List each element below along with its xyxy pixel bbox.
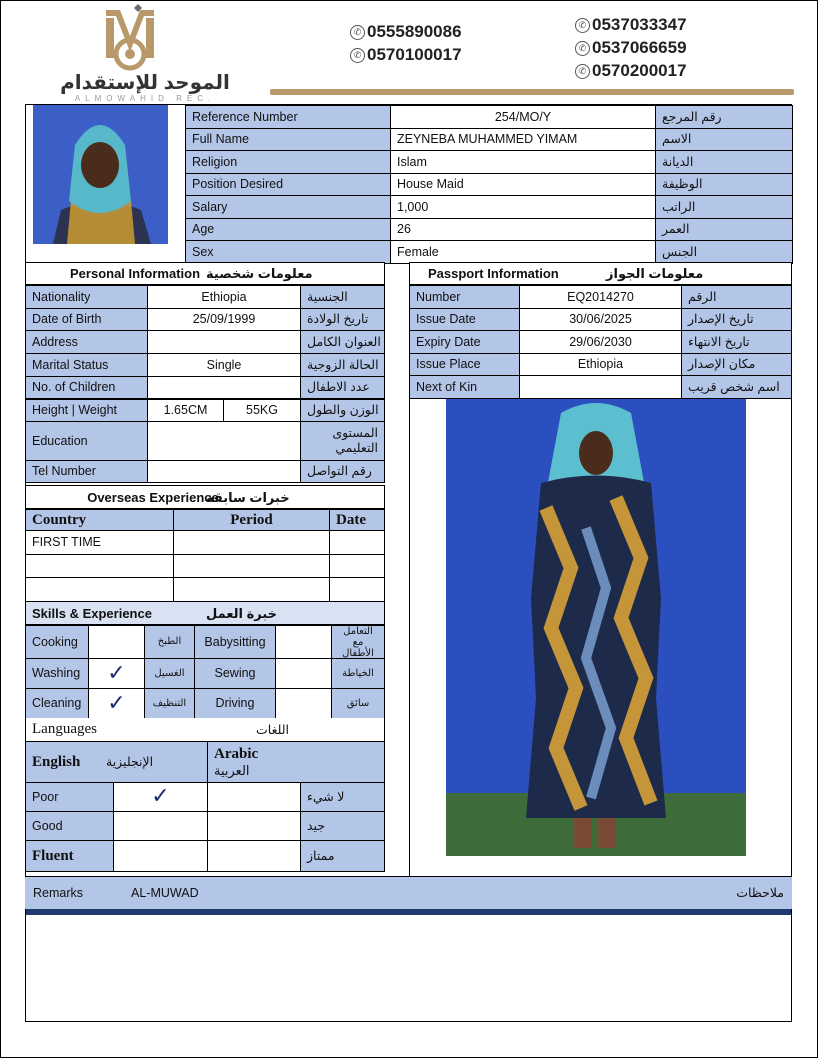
info-value: Female: [390, 240, 656, 264]
language-level-ar: جيد: [300, 811, 385, 841]
skill-label-ar: الطبخ: [144, 625, 195, 659]
info-label-ar: الراتب: [655, 195, 793, 219]
header-rule: [270, 89, 794, 95]
skill-label-ar: الغسيل: [144, 658, 195, 689]
passport-label: Issue Place: [409, 353, 520, 377]
height-value: 1.65CM: [147, 399, 224, 423]
overseas-title-ar: خبرات سابقة: [206, 489, 290, 505]
skill-check[interactable]: [88, 625, 145, 659]
education-label: Education: [25, 421, 148, 461]
remarks-label: Remarks: [33, 885, 84, 900]
arabic-level-check[interactable]: [207, 811, 301, 841]
skill-label: Cooking: [25, 625, 89, 659]
passport-value: [519, 375, 682, 399]
company-logo: [40, 2, 250, 102]
english-label: English: [25, 741, 208, 783]
languages-title: Languages: [25, 718, 385, 742]
phone-right-1: ✆ 0537033347: [575, 15, 687, 35]
education-value: [147, 421, 301, 461]
logo-emblem: [40, 2, 250, 72]
skill-check[interactable]: [275, 688, 332, 719]
full-body-photo: [446, 398, 746, 856]
overseas-title: Overseas Experience: [25, 485, 385, 509]
info-label-ar: العمر: [655, 218, 793, 242]
arabic-level-check[interactable]: [207, 782, 301, 812]
info-label: Age: [185, 218, 391, 242]
personal-label: Address: [25, 330, 148, 354]
arabic-level-check[interactable]: [207, 840, 301, 872]
remarks-row: [25, 876, 792, 909]
languages-title-ar: اللغات: [256, 722, 290, 737]
personal-label: Nationality: [25, 285, 148, 309]
phone-icon: ✆: [350, 48, 365, 63]
personal-label-ar: العنوان الكامل: [300, 330, 385, 354]
passport-label: Number: [409, 285, 520, 309]
passport-label: Expiry Date: [409, 330, 520, 354]
phone-right-2: ✆ 0537066659: [575, 38, 687, 58]
skill-label: Babysitting: [194, 625, 276, 659]
skills-title: Skills & Experience: [25, 601, 385, 625]
personal-label-ar: الجنسية: [300, 285, 385, 309]
language-level: Good: [25, 811, 114, 841]
skill-check[interactable]: ✓: [88, 658, 145, 689]
personal-value: 25/09/1999: [147, 308, 301, 332]
skills-title-ar: خبرة العمل: [206, 605, 278, 621]
phone-right-3: ✆ 0570200017: [575, 61, 687, 81]
remarks-value: AL-MUWAD: [131, 885, 199, 900]
phone-left-1: ✆ 0555890086: [350, 22, 462, 42]
info-label: Sex: [185, 240, 391, 264]
phone-icon: ✆: [575, 18, 590, 33]
english-level-check[interactable]: [113, 840, 208, 872]
passport-value: 30/06/2025: [519, 308, 682, 332]
skill-label: Cleaning: [25, 688, 89, 719]
personal-label: Date of Birth: [25, 308, 148, 332]
personal-value: Single: [147, 353, 301, 377]
english-label-ar: الإنجليزية: [106, 754, 154, 769]
info-value: 26: [390, 218, 656, 242]
passport-label-ar: تاريخ الإصدار: [681, 308, 792, 332]
skill-check[interactable]: [275, 658, 332, 689]
info-value: 254/MO/Y: [390, 105, 656, 129]
arabic-header: [207, 741, 385, 783]
personal-value: Ethiopia: [147, 285, 301, 309]
education-label-ar: المستوى التعليمي: [300, 421, 385, 461]
overseas-date: [329, 554, 385, 579]
info-label: Salary: [185, 195, 391, 219]
info-value: House Maid: [390, 173, 656, 197]
arabic-label: Arabic: [214, 746, 259, 762]
language-level: Poor: [25, 782, 114, 812]
phone-icon: ✆: [575, 64, 590, 79]
language-level: Fluent: [25, 840, 114, 872]
col-country: Country: [25, 509, 174, 531]
personal-label: Marital Status: [25, 353, 148, 377]
passport-label-ar: تاريخ الانتهاء: [681, 330, 792, 354]
personal-info-title: Personal Information: [25, 262, 385, 285]
skill-label: Washing: [25, 658, 89, 689]
skill-label: Sewing: [194, 658, 276, 689]
col-period: Period: [173, 509, 330, 531]
info-label-ar: الاسم: [655, 128, 793, 152]
overseas-country: [25, 577, 174, 602]
overseas-date: [329, 577, 385, 602]
overseas-country: [25, 554, 174, 579]
overseas-period: [173, 577, 330, 602]
logo-english-name: ALMOWAHID REC.: [74, 94, 216, 103]
language-level-ar: لا شيء: [300, 782, 385, 812]
col-date: Date: [329, 509, 385, 531]
overseas-period: [173, 530, 330, 555]
passport-value: 29/06/2030: [519, 330, 682, 354]
skill-check[interactable]: ✓: [88, 688, 145, 719]
column-divider: [409, 397, 410, 876]
skill-label-ar: التنظيف: [144, 688, 195, 719]
height-weight-label: Height | Weight: [25, 399, 148, 423]
passport-info-title: Passport Information: [409, 262, 792, 285]
info-label: Religion: [185, 150, 391, 174]
info-label: Full Name: [185, 128, 391, 152]
passport-label: Issue Date: [409, 308, 520, 332]
tel-label-ar: رقم التواصل: [300, 460, 385, 483]
passport-value: EQ2014270: [519, 285, 682, 309]
passport-label-ar: مكان الإصدار: [681, 353, 792, 377]
skill-label-ar: سائق: [331, 688, 385, 719]
passport-info-title-ar: معلومات الجواز: [606, 266, 704, 281]
skill-label: Driving: [194, 688, 276, 719]
info-label: Reference Number: [185, 105, 391, 129]
phone-icon: ✆: [575, 41, 590, 56]
personal-value: [147, 330, 301, 354]
arabic-label-ar: العربية: [214, 763, 250, 778]
passport-label-ar: الرقم: [681, 285, 792, 309]
language-level-ar: ممتاز: [300, 840, 385, 872]
personal-label-ar: عدد الاطفال: [300, 376, 385, 400]
english-level-check[interactable]: [113, 811, 208, 841]
skill-check[interactable]: [275, 625, 332, 659]
skill-label-ar: الخياطة: [331, 658, 385, 689]
english-level-check[interactable]: ✓: [113, 782, 208, 812]
info-label: Position Desired: [185, 173, 391, 197]
skill-label-ar: التعامل مع الأطفال: [331, 625, 385, 659]
info-label-ar: الوظيفة: [655, 173, 793, 197]
info-label-ar: الجنس: [655, 240, 793, 264]
height-weight-label-ar: الوزن والطول: [300, 399, 385, 423]
passport-value: Ethiopia: [519, 353, 682, 377]
remarks-label-ar: ملاحظات: [736, 885, 784, 900]
info-value: ZEYNEBA MUHAMMED YIMAM: [390, 128, 656, 152]
personal-info-title-ar: معلومات شخصية: [206, 266, 313, 281]
overseas-period: [173, 554, 330, 579]
info-value: Islam: [390, 150, 656, 174]
overseas-date: [329, 530, 385, 555]
passport-label: Next of Kin: [409, 375, 520, 399]
info-value: 1,000: [390, 195, 656, 219]
tel-value: [147, 460, 301, 483]
phone-left-2: ✆ 0570100017: [350, 45, 462, 65]
personal-label: No. of Children: [25, 376, 148, 400]
personal-label-ar: الحالة الزوجية: [300, 353, 385, 377]
overseas-country: FIRST TIME: [25, 530, 174, 555]
phone-icon: ✆: [350, 25, 365, 40]
passport-label-ar: اسم شخص قريب: [681, 375, 792, 399]
portrait-photo: [33, 105, 168, 244]
info-label-ar: الديانة: [655, 150, 793, 174]
weight-value: 55KG: [223, 399, 301, 423]
remarks-rule: [26, 909, 791, 915]
personal-value: [147, 376, 301, 400]
info-label-ar: رقم المرجع: [655, 105, 793, 129]
logo-arabic-name: الموحد للإستقدام: [60, 72, 230, 94]
personal-label-ar: تاريخ الولادة: [300, 308, 385, 332]
tel-label: Tel Number: [25, 460, 148, 483]
